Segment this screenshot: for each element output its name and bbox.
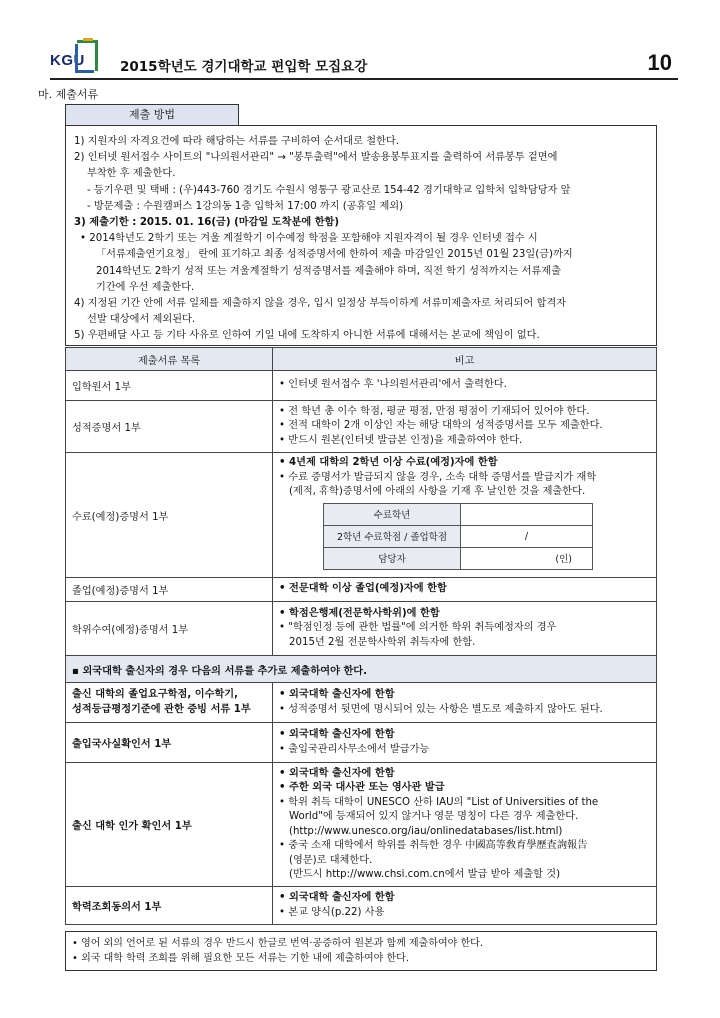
doc-name: 입학원서 1부 <box>66 371 273 401</box>
note-line: • 수료 증명서가 발급되지 않을 경우, 소속 대학 증명서를 발급지가 재학 <box>279 471 597 483</box>
method-line: - 방문제출 : 수원캠퍼스 1강의동 1층 입학처 17:00 까지 (공휴일 제외) <box>87 200 404 212</box>
table-row <box>66 453 657 578</box>
table-row <box>66 578 657 602</box>
doc-name: 출신 대학의 졸업요구학점, 이수학기, <box>72 689 238 700</box>
method-line: 2014학년도 2학기 성적 또는 겨울계절학기 성적증명서를 제출해야 하며, 직전 학기 성적까지는 서류제출 <box>96 265 561 277</box>
method-line: 3) 제출기한 : 2015. 01. 16(금) (마감일 도착분에 한함) <box>74 217 340 229</box>
footnote-line: • 외국 대학 학력 조회를 위해 필요한 모든 서류는 기한 내에 제출하여야 한다. <box>72 953 410 964</box>
table-row <box>66 723 657 763</box>
header-rule <box>50 78 678 80</box>
col-header-notes: 비고 <box>273 348 657 371</box>
method-line: 선발 대상에서 제외된다. <box>87 314 196 326</box>
method-line: - 등기우편 및 택배 : (우)443-760 경기도 수원시 영통구 광교산로 154-42 경기대학교 입학처 입학담당자 앞 <box>87 184 571 196</box>
note-line: (반드시 http://www.chsi.com.cn에서 발급 받아 제출할 것) <box>289 869 561 880</box>
table-row <box>66 887 657 925</box>
form-value: (인) <box>461 547 593 569</box>
method-line: 4) 지정된 기간 안에 서류 일체를 제출하지 않을 경우, 입시 일정상 부득이하게 서류미제출자로 처리되어 합격자 <box>74 298 567 310</box>
kgu-logo: KGU <box>50 38 106 78</box>
method-line: 2) 인터넷 원서접수 사이트의 "나의원서관리" → "봉투출력"에서 발송용봉투표지를 출력하여 서류봉투 겉면에 <box>74 152 558 164</box>
page-number: 10 <box>647 50 672 75</box>
form-label: 담당자 <box>324 547 461 569</box>
doc-name: 출신 대학 인가 확인서 1부 <box>66 763 273 887</box>
note-line: • 학위 취득 대학이 UNESCO 산하 IAU의 "List of Universities of the <box>279 796 599 808</box>
doc-name: 졸업(예정)증명서 1부 <box>66 578 273 602</box>
footnote-line: • 영어 외의 언어로 된 서류의 경우 반드시 한글로 번역·공증하여 원본과 함께 제출하여야 한다. <box>72 938 483 949</box>
note-line: 2015년 2월 전문학사학위 취득자에 한함. <box>289 636 476 648</box>
method-line: 5) 우편배달 사고 등 기타 사유로 인하여 기일 내에 도착하지 아니한 서류에 대해서는 본교에 책임이 없다. <box>74 330 540 342</box>
method-line: • 2014학년도 2학기 또는 겨울 계절학기 이수예정 학점을 포함해야 지원자격이 될 경우 인터넷 접수 시 <box>80 233 538 245</box>
note-line: • 본교 양식(p.22) 사용 <box>279 906 385 918</box>
documents-table <box>65 347 657 925</box>
note-line: • 성적증명서 뒷면에 명시되어 있는 사항은 별도로 제출하지 않아도 된다. <box>279 703 603 715</box>
footnote-box <box>65 931 657 971</box>
completion-form-table <box>323 503 593 570</box>
note-line: • 전문대학 이상 졸업(예정)자에 한함 <box>279 583 447 595</box>
table-row <box>66 602 657 656</box>
method-box <box>65 125 657 346</box>
note-line: (http://www.unesco.org/iau/onlinedatabases/list.html) <box>289 825 563 837</box>
method-line: 기간에 우선 제출한다. <box>96 281 195 293</box>
note-line: • 출입국관리사무소에서 발급가능 <box>279 743 430 755</box>
note-line: (영문)로 대체한다. <box>289 854 373 866</box>
note-line: • 외국대학 출신자에 한함 <box>279 892 395 903</box>
col-header-list: 제출서류 목록 <box>66 348 273 371</box>
form-label: 2학년 수료학점 / 졸업학점 <box>324 525 461 547</box>
note-line: • 전 학년 총 이수 학점, 평균 평점, 만점 평점이 기재되어 있어야 한다. <box>279 405 590 417</box>
note-line: • 학점은행제(전문학사학위)에 한함 <box>279 607 440 619</box>
method-line: 1) 지원자의 자격요건에 따라 해당하는 서류를 구비하여 순서대로 철한다. <box>74 136 399 147</box>
note-line: • 외국대학 출신자에 한함 <box>279 729 395 740</box>
doc-name: 학력조회동의서 1부 <box>66 887 273 925</box>
method-tab: 제출 방법 <box>65 104 239 126</box>
note-line: • 주한 외국 대사관 또는 영사관 발급 <box>279 782 445 793</box>
note-line: • 4년제 대학의 2학년 이상 수료(예정)자에 한함 <box>279 457 498 469</box>
foreign-band-row <box>66 656 657 683</box>
note-line: • 외국대학 출신자에 한함 <box>279 767 395 779</box>
note-line: • 중국 소재 대학에서 학위를 취득한 경우 中國高等敎育學歷査詢報告 <box>279 840 588 851</box>
note-line: (제적, 휴학)증명서에 아래의 사항을 기재 후 날인한 것을 제출한다. <box>289 486 586 498</box>
foreign-band-text: ▪ 외국대학 출신자의 경우 다음의 서류를 추가로 제출하여야 한다. <box>66 656 657 683</box>
table-row <box>66 401 657 453</box>
note-line: • "학점인정 등에 관한 법률"에 의거한 학위 취득예정자의 경우 <box>279 622 557 634</box>
form-value: / <box>461 525 593 547</box>
doc-name: 성적등급평정기준에 관한 증빙 서류 1부 <box>72 703 251 715</box>
doc-name: 출입국사실확인서 1부 <box>66 723 273 763</box>
table-row <box>66 371 657 401</box>
table-row <box>66 683 657 723</box>
note-line: • 인터넷 원서접수 후 '나의원서관리'에서 출력한다. <box>279 379 507 391</box>
doc-name: 수료(예정)증명서 1부 <box>66 453 273 578</box>
section-title: 마. 제출서류 <box>38 88 99 101</box>
note-line: • 외국대학 출신자에 한함 <box>279 689 395 700</box>
doc-name: 학위수여(예정)증명서 1부 <box>66 602 273 656</box>
method-line: 「서류제출연기요청」 란에 표기하고 최종 성적증명서에 한하여 제출 마감일인 2015년 01월 23일(금)까지 <box>96 249 573 261</box>
document-title: 2015학년도 경기대학교 편입학 모집요강 <box>120 59 368 75</box>
method-line: 부착한 후 제출한다. <box>87 168 176 180</box>
doc-name: 성적증명서 1부 <box>66 401 273 453</box>
form-label: 수료학년 <box>324 503 461 525</box>
table-row <box>66 763 657 887</box>
note-line: World"에 등재되어 있지 않거나 영문 명칭이 다른 경우 제출한다. <box>289 811 579 822</box>
note-line: • 전적 대학이 2개 이상인 자는 해당 대학의 성적증명서를 모두 제출한다. <box>279 420 603 432</box>
logo-mark-icon <box>77 40 97 70</box>
note-line: • 반드시 원본(인터넷 발급본 인정)을 제출하여야 한다. <box>279 434 523 446</box>
